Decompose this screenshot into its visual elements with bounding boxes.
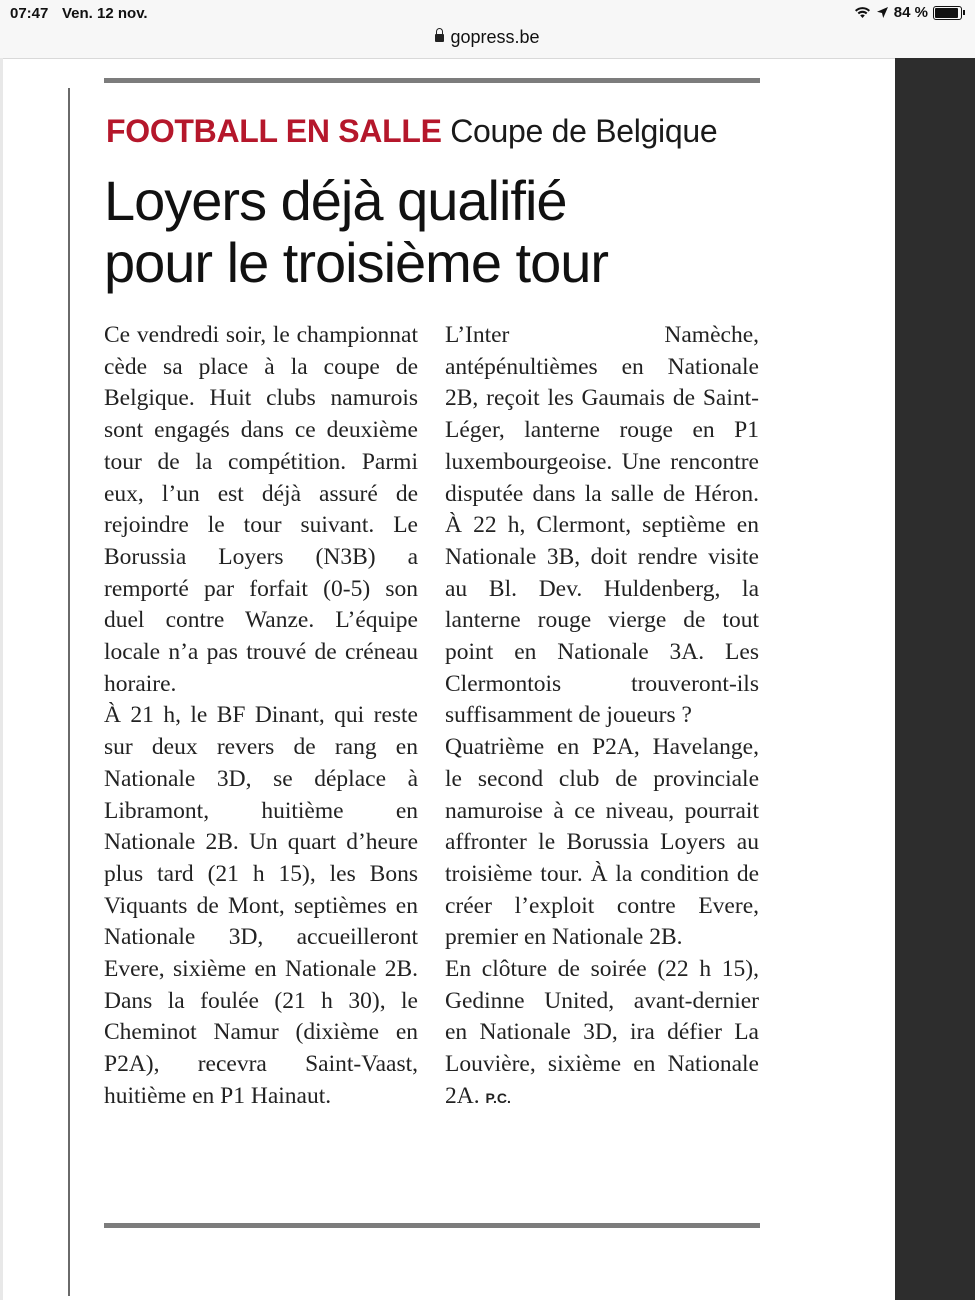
paragraph: Ce vendredi soir, le championnat cède sa place à la coupe de Belgique. Huit clubs namurois sont engagés dans ce deuxième tour de la compétition. Parmi eux, l’un est déjà assuré de rejoindre le tour suivant. Le Borussia Loyers (N3B) a remporté par forfait (0-5) son duel contre Wanze. L’équipe locale n’a pas trouvé de créneau horaire. (104, 322, 418, 697)
paragraph-last (445, 954, 759, 1115)
battery-nub (963, 10, 965, 15)
wifi-icon (854, 6, 871, 19)
text-column-right (445, 320, 759, 1115)
status-bar (0, 0, 975, 59)
battery-fill (935, 8, 958, 18)
subsection-label: Coupe de Belgique (450, 113, 718, 149)
status-time: 07:47 (10, 5, 49, 22)
article-kicker (106, 113, 717, 150)
top-rule (104, 78, 760, 83)
page-right-margin (895, 58, 975, 1300)
battery-icon (933, 6, 962, 20)
bottom-rule (104, 1223, 760, 1228)
paragraph-text: En clôture de soirée (22 h 15), Gedinne United, avant-dernier en Nationale 3D, ira défier La Louvière, sixième en Nationale 2A. (445, 956, 759, 1109)
lock-icon (435, 34, 444, 42)
url-text: gopress.be (450, 27, 540, 47)
paragraph: À 21 h, le BF Dinant, qui reste sur deux revers de rang en Nationale 3D, se déplace à Libramont, huitième en Nationale 2B. Un quart d’heure plus tard (21 h 15), les Bons Viquants de Mont, septièmes en Nationale 3D, accueilleront Evere, sixième en Nationale 2B. Dans la foulée (21 h 30), le Cheminot Namur (dixième en P2A), recevra Saint-Vaast, huitième en P1 Hainaut. (104, 702, 418, 1109)
headline-line-2: pour le troisième tour (104, 231, 609, 294)
newspaper-article (0, 58, 895, 1300)
headline-line-1: Loyers déjà qualifié (104, 169, 567, 232)
status-indicators (854, 4, 965, 21)
paragraph: Quatrième en P2A, Havelange, le second club de provinciale namuroise à ce niveau, pourrait affronter le Borussia Loyers au troisième tour. À la condition de créer l’exploit contre Evere, premier en Nationale 2B. (445, 734, 759, 951)
status-date: Ven. 12 nov. (62, 5, 148, 22)
column-rule (68, 88, 70, 1296)
headline (104, 170, 764, 294)
text-column-left (104, 320, 418, 1113)
battery-percentage: 84 % (893, 4, 928, 21)
location-arrow-icon (876, 6, 889, 19)
paragraph: L’Inter Namèche, antépénultièmes en Nationale 2B, reçoit les Gaumais de Saint-Léger, lanterne rouge en P1 luxembourgeoise. Une rencontre disputée dans la salle de Héron. À 22 h, Clermont, septième en Nationale 3B, doit rendre visite au Bl. Dev. Huldenberg, la lanterne rouge vierge de tout point en Nationale 3A. Les Clermontois trouveront-ils suffisamment de joueurs ? (445, 322, 759, 729)
address-bar[interactable] (0, 27, 975, 48)
byline: P.C. (485, 1089, 511, 1106)
section-label: FOOTBALL EN SALLE (106, 113, 442, 149)
